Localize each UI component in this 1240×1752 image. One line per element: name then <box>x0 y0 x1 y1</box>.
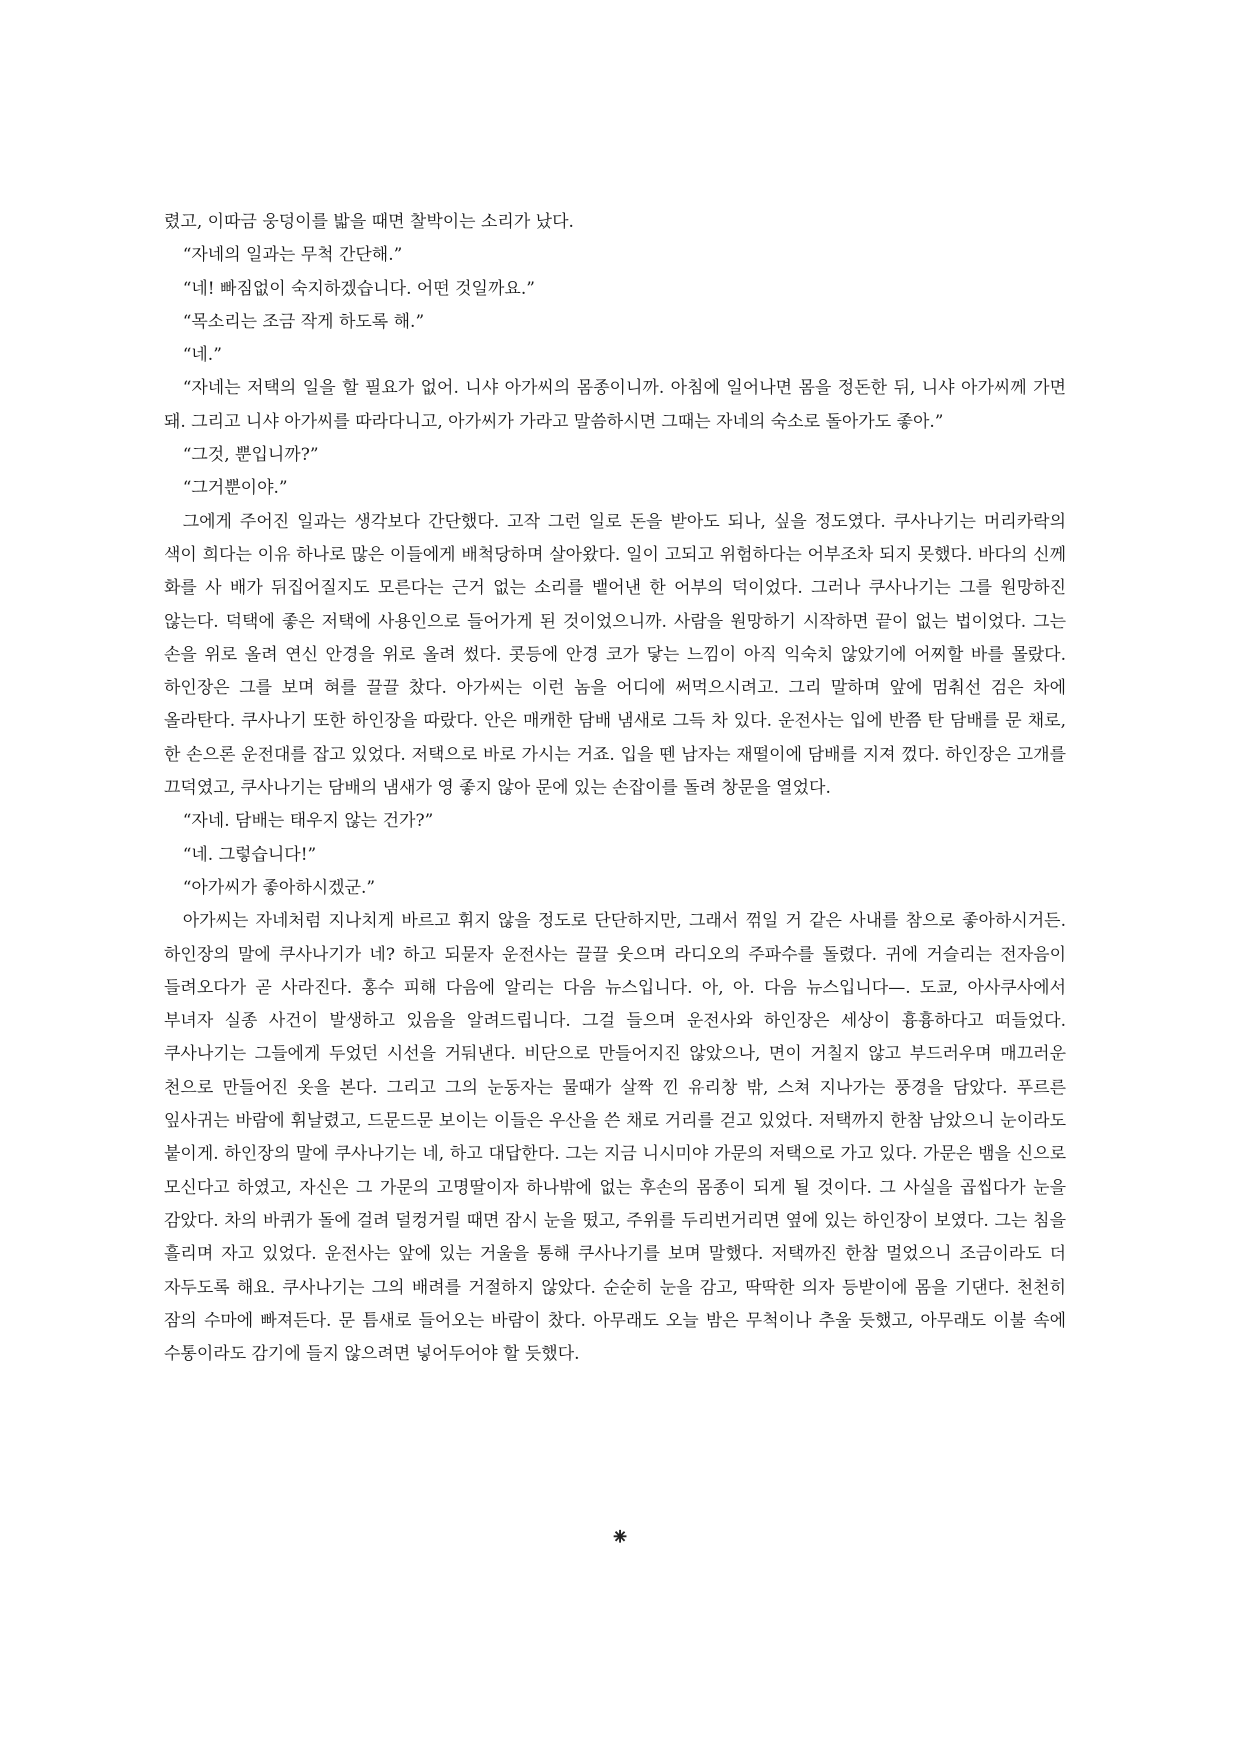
paragraph-continuation: 렸고, 이따금 웅덩이를 밟을 때면 찰박이는 소리가 났다. <box>164 212 574 232</box>
dialogue-line: “네! 빠짐없이 숙지하겠습니다. 어떤 것일까요.” <box>182 278 535 299</box>
dialogue-line: “그거뿐이야.” <box>182 478 288 499</box>
dialogue-line: “자네. 담배는 태우지 않는 건가?” <box>182 811 434 832</box>
dialogue-line: “그것, 뿐입니까?” <box>182 445 319 466</box>
dialogue-line: “네. 그렇습니다!” <box>182 844 317 865</box>
narrative-paragraph: 그에게 주어진 일과는 생각보다 간단했다. 고작 그런 일로 돈을 받아도 되나, 싶을 정도였다. 쿠사나기는 머리카락의 색이 희다는 이유 하나로 많은 이들에게 배척당하며 살아왔다. 일이 고되고 위험하다는 어부조차 되지 못했다. 바다의 신께 화를 사 배가 뒤집어질지도 모른다는 근거 없는 소리를 뱉어낸 한 어부의 덕이었다. 그러나 쿠사나기는 그를 원망하진 않는다. 덕택에 좋은 저택에 사용인으로 들어가게 된 것이었으니까. 사람을 원망하기 시작하면 끝이 없는 법이었다. 그는 손을 위로 올려 연신 안경을 위로 올려 썼다. 콧등에 안경 코가 닿는 느낌이 아직 익숙치 않았기에 어찌할 바를 몰랐다. 하인장은 그를 보며 혀를 끌끌 찼다. 아가씨는 이런 놈을 어디에 써먹으시려고. 그리 말하며 앞에 멈춰선 검은 차에 올라탄다. 쿠사나기 또한 하인장을 따랐다. 안은 매캐한 담배 냄새로 그득 차 있다. 운전사는 입에 반쯤 탄 담배를 문 채로, 한 손으론 운전대를 잡고 있었다. 저택으로 바로 가시는 거죠. 입을 뗀 남자는 재떨이에 담배를 지져 껐다. 하인장은 고개를 끄덕였고, 쿠사나기는 담배의 냄새가 영 좋지 않아 문에 있는 손잡이를 돌려 창문을 열었다. <box>164 511 1066 799</box>
dialogue-line: “목소리는 조금 작게 하도록 해.” <box>182 311 425 332</box>
document-body <box>164 206 1066 1371</box>
dialogue-line: “네.” <box>182 345 222 366</box>
section-break-ornament: ⁕ <box>609 1523 631 1551</box>
narrative-paragraph: 아가씨는 자네처럼 지나치게 바르고 휘지 않을 정도로 단단하지만, 그래서 꺾일 거 같은 사내를 참으로 좋아하시거든. 하인장의 말에 쿠사나기가 네? 하고 되묻자 운전사는 끌끌 웃으며 라디오의 주파수를 돌렸다. 귀에 거슬리는 전자음이 들려오다가 곧 사라진다. 홍수 피해 다음에 알리는 다음 뉴스입니다. 아, 아. 다음 뉴스입니다—. 도쿄, 아사쿠사에서 부녀자 실종 사건이 발생하고 있음을 알려드립니다. 그걸 들으며 운전사와 하인장은 세상이 흉흉하다고 떠들었다. 쿠사나기는 그들에게 두었던 시선을 거둬낸다. 비단으로 만들어지진 않았으나, 면이 거칠지 않고 부드러우며 매끄러운 천으로 만들어진 옷을 본다. 그리고 그의 눈동자는 물때가 살짝 낀 유리창 밖, 스쳐 지나가는 풍경을 담았다. 푸르른 잎사귀는 바람에 휘날렸고, 드문드문 보이는 이들은 우산을 쓴 채로 거리를 걷고 있었다. 저택까지 한참 남았으니 눈이라도 붙이게. 하인장의 말에 쿠사나기는 네, 하고 대답한다. 그는 지금 니시미야 가문의 저택으로 가고 있다. 가문은 뱀을 신으로 모신다고 하였고, 자신은 그 가문의 고명딸이자 하나밖에 없는 후손의 몸종이 되게 될 것이다. 그 사실을 곱씹다가 눈을 감았다. 차의 바퀴가 돌에 걸려 덜컹거릴 때면 잠시 눈을 떴고, 주위를 두리번거리면 옆에 있는 하인장이 보였다. 그는 침을 흘리며 자고 있었다. 운전사는 앞에 있는 거울을 통해 쿠사나기를 보며 말했다. 저택까진 한참 멀었으니 조금이라도 더 자두도록 해요. 쿠사나기는 그의 배려를 거절하지 않았다. 순순히 눈을 감고, 딱딱한 의자 등받이에 몸을 기댄다. 천천히 잠의 수마에 빠져든다. 문 틈새로 들어오는 바람이 찼다. 아무래도 오늘 밤은 무척이나 추울 듯했고, 아무래도 이불 속에 수통이라도 감기에 들지 않으려면 넣어두어야 할 듯했다. <box>164 911 1066 1365</box>
dialogue-line: “자네의 일과는 무척 간단해.” <box>182 245 403 266</box>
dialogue-line: “자네는 저택의 일을 할 필요가 없어. 니샤 아가씨의 몸종이니까. 아침에 일어나면 몸을 정돈한 뒤, 니샤 아가씨께 가면 돼. 그리고 니샤 아가씨를 따라다니고, 아가씨가 가라고 말씀하시면 그때는 자네의 숙소로 돌아가도 좋아.” <box>164 378 1066 432</box>
dialogue-line: “아가씨가 좋아하시겠군.” <box>182 877 376 898</box>
